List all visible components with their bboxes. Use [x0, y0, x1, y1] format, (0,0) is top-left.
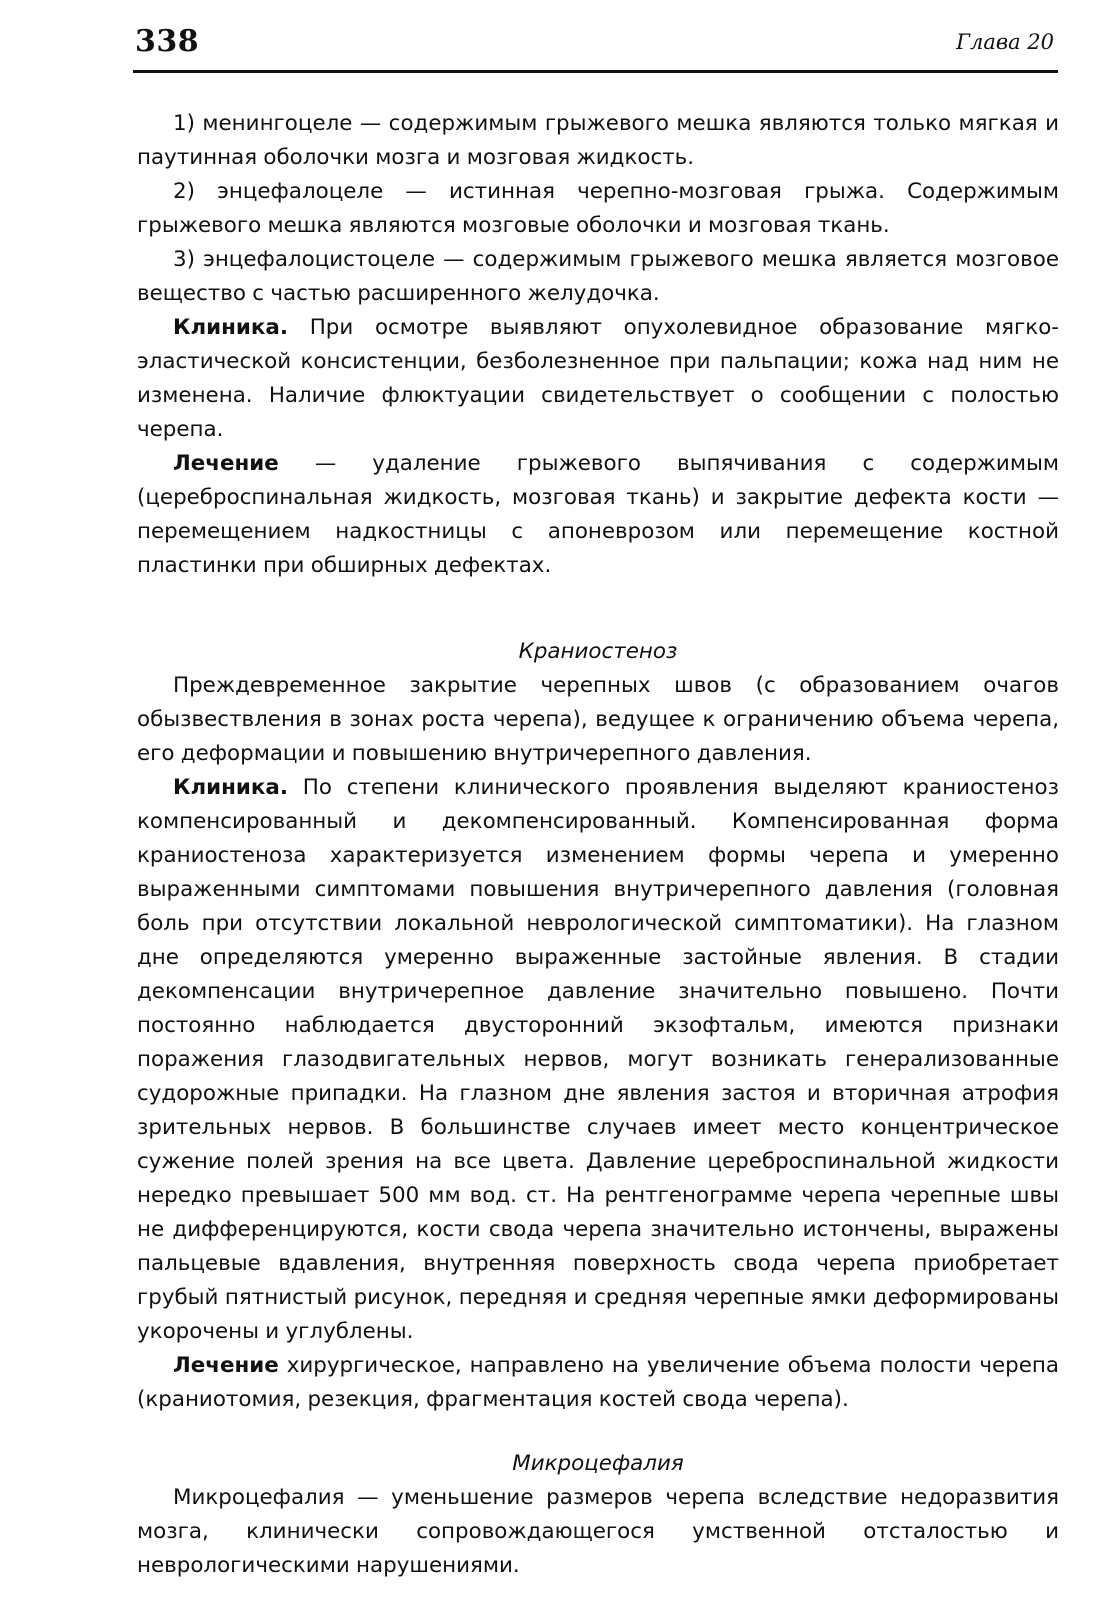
craniostenosis-definition: Преждевременное закрытие черепных швов (с образованием очагов обызвествления в зонах роста черепа), ведущее к ограничению объема черепа, его деформации и повышению внутричерепного давления.: [137, 673, 1059, 766]
craniostenosis-treatment-label: Лечение: [173, 1353, 279, 1378]
hernia-treatment-label: Лечение: [173, 451, 279, 476]
list-item-encephalocystocele: 3) энцефалоцистоцеле — содержимым грыжевого мешка является мозговое вещество с частью расширенного желудочка.: [137, 247, 1059, 306]
microcephaly-definition: Микроцефалия — уменьшение размеров черепа вследствие недоразвития мозга, клинически сопровождающегося умственной отсталостью и неврологическими нарушениями.: [137, 1485, 1059, 1578]
hernia-clinic-text: При осмотре выявляют опухолевидное образование мягко-эластической консистенции, безболезненное при пальпации; кожа над ним не изменена. Наличие флюктуации свидетельствует о сообщении с полостью черепа.: [137, 315, 1059, 442]
page-number: 338: [135, 24, 200, 59]
craniostenosis-clinic-paragraph: [137, 771, 1059, 1349]
craniostenosis-treatment-text: хирургическое, направлено на увеличение объема полости черепа (краниотомия, резекция, фрагментация костей свода черепа).: [137, 1353, 1059, 1412]
list-item-meningocele: 1) менингоцеле — содержимым грыжевого мешка являются только мягкая и паутинная оболочки мозга и мозговая жидкость.: [137, 111, 1059, 170]
chapter-label: Глава 20: [956, 30, 1054, 54]
hernia-treatment-text: — удаление грыжевого выпячивания с содержимым (цереброспинальная жидкость, мозговая ткань) и закрытие дефекта кости — перемещением надкостницы с апоневрозом или перемещение костной пластинки при обширных дефектах.: [137, 451, 1059, 578]
hernia-treatment-paragraph: [137, 447, 1059, 583]
craniostenosis-clinic-label: Клиника.: [173, 775, 288, 800]
section-heading-craniostenosis: Краниостеноз: [518, 639, 678, 664]
page-header: [133, 24, 1058, 73]
craniostenosis-treatment-paragraph: [137, 1349, 1059, 1417]
craniostenosis-clinic-text: По степени клинического проявления выделяют краниостеноз компенсированный и декомпенсированный. Компенсированная форма краниостеноза характеризуется изменением формы черепа и умеренно выраженными симптомами повышения внутричерепного давления (головная боль при отсутствии локальной неврологической симптоматики). На глазном дне определяются умеренно выраженные застойные явления. В стадии декомпенсации внутричерепное давление значительно повышено. Почти постоянно наблюдается двусторонний экзофтальм, имеются признаки поражения глазодвигательных нервов, могут возникать генерализованные судорожные припадки. На глазном дне явления застоя и вторичная атрофия зрительных нервов. В большинстве случаев имеет место концентрическое сужение полей зрения на все цвета. Давление цереброспинальной жидкости нередко превышает 500 мм вод. ст. На рентгенограмме черепа черепные швы не дифференцируются, кости свода черепа значительно истончены, выражены пальцевые вдавления, внутренняя поверхность свода черепа приобретает грубый пятнистый рисунок, передняя и средняя черепные ямки деформированы укорочены и углублены.: [137, 775, 1059, 1344]
body-text: [137, 107, 1059, 1583]
list-item-encephalocele: 2) энцефалоцеле — истинная черепно-мозговая грыжа. Содержимым грыжевого мешка являются мозговые оболочки и мозговая ткань.: [137, 179, 1059, 238]
section-heading-microcephaly: Микроцефалия: [512, 1451, 684, 1476]
hernia-clinic-paragraph: [137, 311, 1059, 447]
hernia-clinic-label: Клиника.: [173, 315, 288, 340]
